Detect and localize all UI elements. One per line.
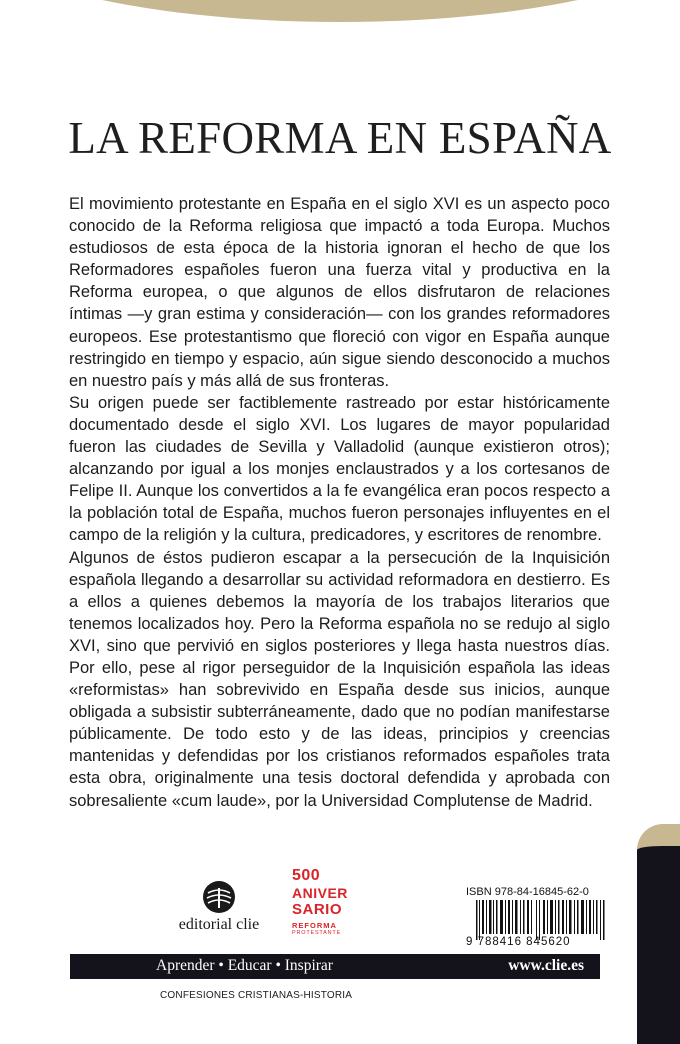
isbn-label: ISBN 978-84-16845-62-0: [466, 886, 589, 898]
synopsis: [69, 193, 610, 812]
isbn-block: [466, 886, 611, 950]
badge-line-5: PROTESTANTE: [292, 930, 342, 936]
synopsis-paragraph: Su origen puede ser factiblemente rastreado por estar históricamente documentado desde el siglo XVI. Los lugares de mayor popularidad fueron las ciudades de Sevilla y Valladolid (aunque existieron otros); alcanzando por igual a los monjes enclaustrados y a los cortesanos de Felipe II. Aunque los convertidos a la fe evangélica eran pocos respecto a la población total de España, muchos fueron personajes influyentes en el campo de la religión y la cultura, predicadores, y escritores de renombre.: [69, 393, 610, 545]
category-label: CONFESIONES CRISTIANAS-HISTORIA: [160, 990, 353, 1001]
publisher-logo: [168, 880, 270, 934]
synopsis-paragraph: El movimiento protestante en España en el siglo XVI es un aspecto poco conocido de la Reforma religiosa que impactó a toda Europa. Muchos estudiosos de esta época de la historia ignoran el hecho de que los Reformadores españoles fueron una fuerza vital y productiva en la Reforma europea, o que algunos de ellos disfrutaron de relaciones íntimas —y gran estima y consideración— con los grandes reformadores europeos. Ese protestantismo que floreció con vigor en España aunque restringido en tiempo y espacio, aún sigue siendo desconocido a muchos en nuestro país y más allá de sus fronteras.: [69, 195, 610, 390]
badge-line-1: 500: [292, 867, 321, 884]
badge-line-2: ANIVER: [292, 885, 348, 901]
publisher-emblem-icon: [202, 880, 236, 914]
anniversary-badge: [292, 868, 354, 944]
barcode-digits: 9 788416 845620: [466, 936, 571, 948]
barcode: [474, 900, 609, 940]
spine-tab: [637, 824, 680, 1044]
book-title: LA REFORMA EN ESPAÑA: [68, 113, 612, 163]
footer-bar: [70, 954, 600, 979]
top-gold-arc: [0, 0, 680, 22]
badge-line-4: REFORMA: [292, 921, 337, 930]
synopsis-paragraph: Algunos de éstos pudieron escapar a la persecución de la Inquisición española llegando a desarrollar su actividad reformadora en destierro. Es a ellos a quienes debemos la mayoría de los trabajos literarios que tenemos localizados hoy. Pero la Reforma española no se redujo al siglo XVI, sino que pervivió en siglos posteriores y llega hasta nuestros días. Por ello, pese al rigor perseguidor de la Inquisición española las ideas «reformistas» han sobrevivido en España desde sus inicios, aunque obligada a subsistir subterráneamente, dado que no podían manifestarse públicamente. De todo esto y de las ideas, principios y creencias mantenidas y defendidas por los cristianos reformados españoles trata esta obra, originalmente una tesis doctoral defendida y aprobada con sobresaliente «cum laude», por la Universidad Complutense de Madrid.: [69, 548, 610, 810]
slogan: Aprender • Educar • Inspirar: [156, 957, 333, 974]
badge-line-3: SARIO: [292, 901, 343, 918]
publisher-name: editorial clie: [178, 916, 260, 933]
website-link[interactable]: www.clie.es: [508, 957, 584, 974]
